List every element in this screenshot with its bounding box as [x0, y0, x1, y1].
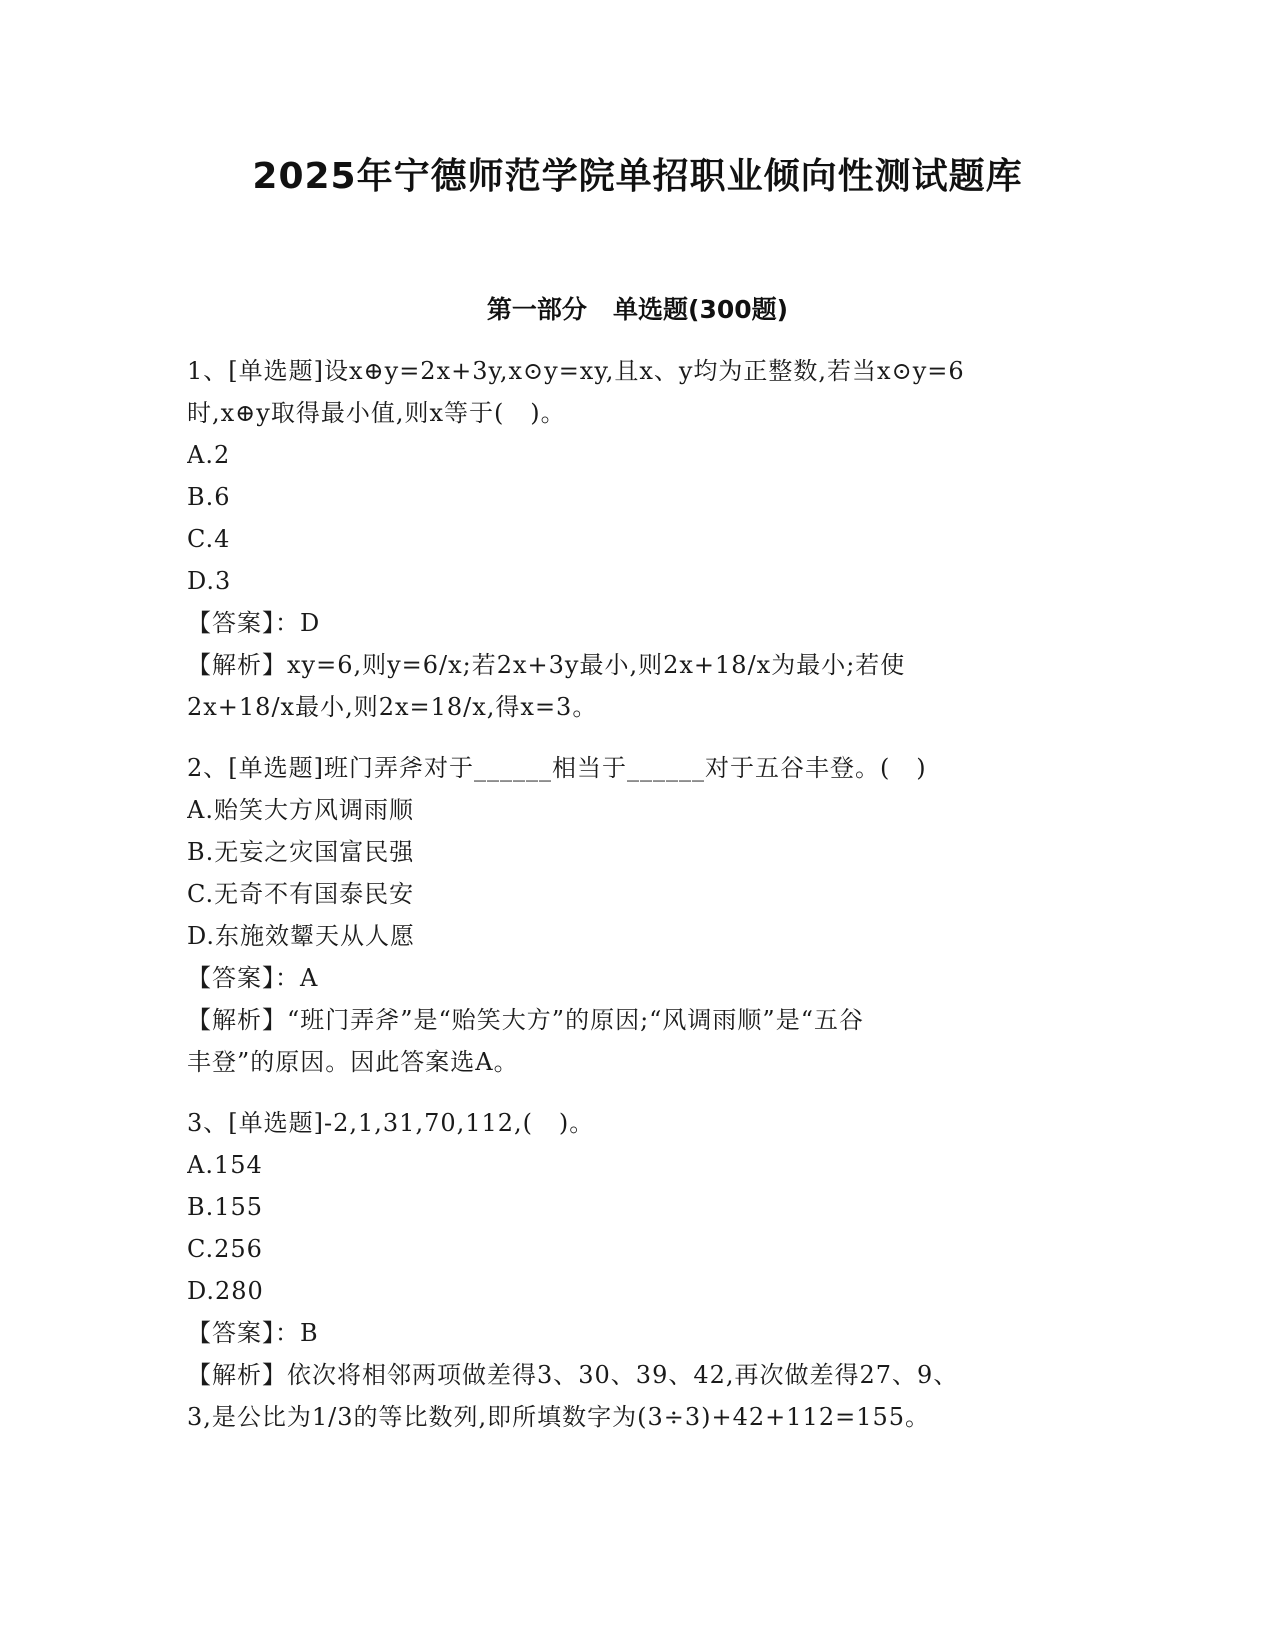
section-title: 第一部分 单选题(300题) [486, 295, 789, 324]
analysis-text: 2x+18/x最小,则2x=18/x,得x=3。 [187, 693, 598, 721]
option-c: C.256 [187, 1235, 263, 1263]
question-stem-line: 2、[单选题]班门弄斧对于______相当于______对于五谷丰登。( ) [187, 754, 927, 782]
answer-value: A [300, 964, 319, 992]
analysis-line [187, 1354, 1087, 1396]
analysis-text: “班门弄斧”是“贻笑大方”的原因;“风调雨顺”是“五谷 [287, 1006, 864, 1034]
answer-line [187, 957, 1087, 999]
question-2 [187, 747, 1087, 1083]
question-3 [187, 1102, 1087, 1438]
answer-line [187, 1312, 1087, 1354]
analysis-label: 【解析】 [187, 651, 287, 679]
answer-line [187, 602, 1087, 644]
option-d: D.东施效颦天从人愿 [187, 922, 416, 950]
answer-label: 【答案】： [187, 609, 300, 637]
answer-label: 【答案】： [187, 1319, 300, 1347]
option-a: A.贻笑大方风调雨顺 [187, 796, 414, 824]
answer-value: D [300, 609, 321, 637]
option-d: D.280 [187, 1277, 264, 1305]
analysis-text: xy=6,则y=6/x;若2x+3y最小,则2x+18/x为最小;若使 [287, 651, 906, 679]
question-stem-line: 3、[单选题]-2,1,31,70,112,( )。 [187, 1109, 595, 1137]
question-stem-line: 1、[单选题]设x⊕y=2x+3y,x⊙y=xy,且x、y均为正整数,若当x⊙y=6 [187, 357, 965, 385]
document-title: 2025年宁德师范学院单招职业倾向性测试题库 [252, 156, 1023, 197]
option-c: C.无奇不有国泰民安 [187, 880, 415, 908]
option-b: B.无妄之灾国富民强 [187, 838, 415, 866]
option-a: A.154 [187, 1151, 263, 1179]
question-1 [187, 350, 1087, 728]
analysis-text: 3,是公比为1/3的等比数列,即所填数字为(3÷3)+42+112=155。 [187, 1403, 931, 1431]
analysis-label: 【解析】 [187, 1006, 287, 1034]
answer-label: 【答案】： [187, 964, 300, 992]
analysis-text: 依次将相邻两项做差得3、30、39、42,再次做差得27、9、 [287, 1361, 959, 1389]
analysis-line [187, 644, 1087, 686]
analysis-line [187, 999, 1087, 1041]
question-list [187, 350, 1087, 1438]
analysis-label: 【解析】 [187, 1361, 287, 1389]
option-c: C.4 [187, 525, 231, 553]
option-a: A.2 [187, 441, 231, 469]
option-b: B.155 [187, 1193, 264, 1221]
question-stem-line: 时,x⊕y取得最小值,则x等于( )。 [187, 399, 566, 427]
option-b: B.6 [187, 483, 231, 511]
option-d: D.3 [187, 567, 232, 595]
answer-value: B [300, 1319, 319, 1347]
analysis-text: 丰登”的原因。因此答案选A。 [187, 1048, 519, 1076]
